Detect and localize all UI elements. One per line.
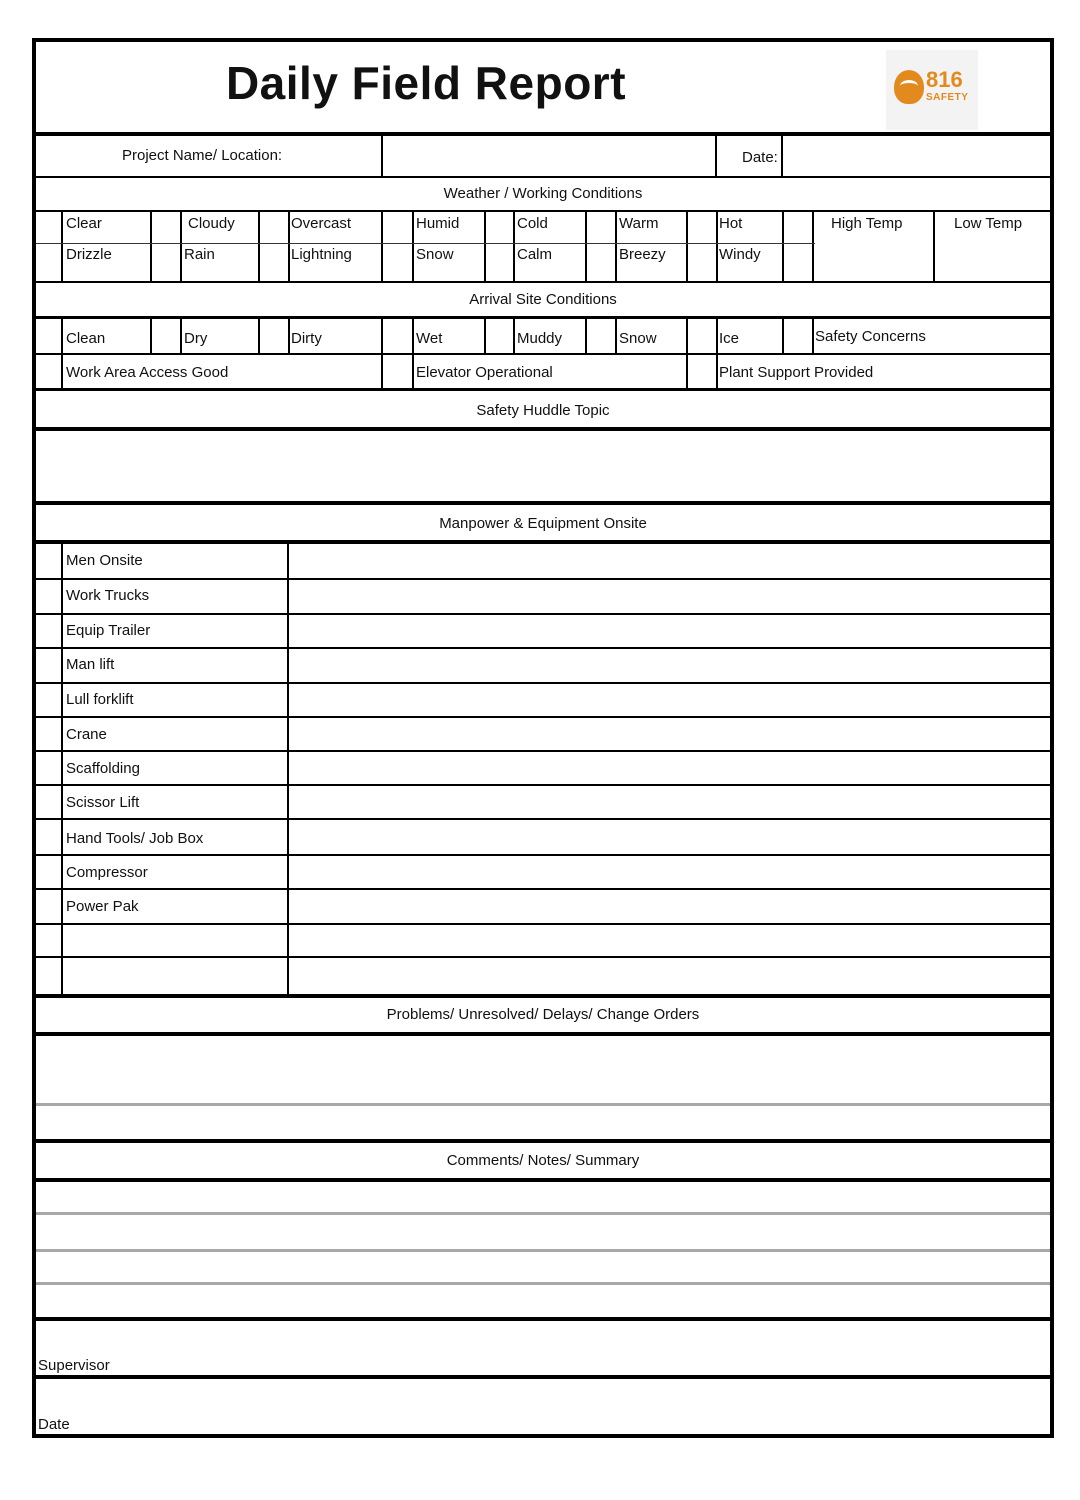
weather-option: Windy: [719, 246, 761, 263]
site-checkbox-snow[interactable]: [688, 320, 716, 352]
supervisor-label: Supervisor: [38, 1357, 110, 1374]
weather-option: Overcast: [291, 215, 352, 232]
site-condition-option: Clean: [66, 330, 106, 347]
weather-option: Breezy: [619, 246, 666, 263]
site-checkbox-clean[interactable]: [152, 320, 180, 352]
weather-option: Warm: [619, 215, 659, 232]
weather-option: Clear: [66, 215, 102, 232]
manpower-item-label: Men Onsite: [66, 552, 143, 569]
problems-field[interactable]: [36, 1036, 1050, 1140]
manpower-heading: Manpower & Equipment Onsite: [439, 515, 647, 532]
site-condition-option: Work Area Access Good: [66, 364, 229, 381]
weather-option: Calm: [517, 246, 553, 263]
company-logo: [886, 50, 978, 130]
signoff-date-field[interactable]: [86, 1379, 1050, 1434]
weather-option: Snow: [416, 246, 454, 263]
comments-heading: Comments/ Notes/ Summary: [446, 1152, 640, 1169]
site-condition-option: Dirty: [291, 330, 322, 347]
weather-option: Cold: [517, 215, 548, 232]
manpower-entry-field[interactable]: [289, 820, 1050, 854]
manpower-entry-field[interactable]: [289, 684, 1050, 716]
high-temp-label: High Temp: [831, 215, 903, 232]
weather-option: Lightning: [291, 246, 352, 263]
manpower-item-label: Equip Trailer: [66, 622, 151, 639]
weather-option: Humid: [416, 215, 460, 232]
manpower-entry-field[interactable]: [289, 958, 1050, 994]
project-name-field[interactable]: [383, 138, 715, 174]
manpower-item-label: Crane: [66, 726, 107, 743]
signoff-date-label: Date: [38, 1416, 70, 1433]
manpower-entry-field[interactable]: [289, 752, 1050, 784]
weather-option: Hot: [719, 215, 743, 232]
manpower-entry-field[interactable]: [289, 544, 1050, 578]
manpower-entry-field[interactable]: [289, 718, 1050, 750]
manpower-entry-field[interactable]: [289, 615, 1050, 647]
safety-huddle-field[interactable]: [36, 431, 1050, 501]
manpower-entry-field[interactable]: [289, 925, 1050, 956]
weather-checkbox-cloudy[interactable]: [260, 212, 288, 242]
manpower-item-label: Lull forklift: [66, 691, 134, 708]
high-temp-field[interactable]: [814, 245, 933, 281]
weather-heading: Weather / Working Conditions: [443, 185, 643, 202]
hard-hat-icon: [894, 70, 924, 104]
low-temp-field[interactable]: [935, 245, 1050, 281]
weather-checkbox-warm[interactable]: [688, 212, 716, 242]
weather-option: Drizzle: [66, 246, 112, 263]
site-checkbox-dirty[interactable]: [383, 320, 412, 352]
date-label: Date:: [742, 149, 778, 166]
site-checkbox-ice[interactable]: [784, 320, 812, 352]
manpower-item-label: Man lift: [66, 656, 115, 673]
safety-huddle-heading: Safety Huddle Topic: [476, 402, 610, 419]
site-condition-option: Plant Support Provided: [719, 364, 874, 381]
site-condition-option: Elevator Operational: [416, 364, 553, 381]
manpower-item-label: Hand Tools/ Job Box: [66, 830, 204, 847]
site-checkbox-elevator[interactable]: [688, 355, 716, 389]
manpower-item-label: Work Trucks: [66, 587, 150, 604]
manpower-item-label: Power Pak: [66, 898, 139, 915]
weather-option: Cloudy: [188, 215, 235, 232]
logo-subtitle: SAFETY: [926, 92, 969, 103]
report-sheet: [32, 38, 1054, 1438]
site-checkbox-access-good[interactable]: [383, 355, 412, 389]
site-checkbox-muddy[interactable]: [587, 320, 615, 352]
low-temp-label: Low Temp: [954, 215, 1023, 232]
manpower-item-label: Compressor: [66, 864, 148, 881]
site-condition-option: Dry: [184, 330, 208, 347]
supervisor-field[interactable]: [126, 1321, 1050, 1375]
weather-option: Rain: [184, 246, 215, 263]
arrival-heading: Arrival Site Conditions: [469, 291, 617, 308]
manpower-entry-field[interactable]: [289, 856, 1050, 888]
report-title: Daily Field Report: [225, 57, 627, 109]
site-checkbox-dry[interactable]: [260, 320, 288, 352]
weather-checkbox-hot[interactable]: [784, 212, 812, 242]
site-condition-option: Muddy: [517, 330, 563, 347]
weather-checkbox-humid[interactable]: [486, 212, 513, 242]
weather-checkbox-clear[interactable]: [152, 212, 180, 242]
logo-brand: 816: [926, 67, 963, 92]
problems-heading: Problems/ Unresolved/ Delays/ Change Orders: [386, 1006, 700, 1023]
project-name-label: Project Name/ Location:: [122, 147, 283, 164]
manpower-item-label: Scissor Lift: [66, 794, 140, 811]
safety-concerns-label: Safety Concerns: [815, 328, 926, 345]
site-checkbox-wet[interactable]: [486, 320, 513, 352]
manpower-entry-field[interactable]: [289, 649, 1050, 682]
manpower-entry-field[interactable]: [289, 580, 1050, 613]
weather-checkbox-overcast[interactable]: [383, 212, 412, 242]
manpower-item-label: Scaffolding: [66, 760, 140, 777]
manpower-entry-field[interactable]: [289, 786, 1050, 818]
site-condition-option: Ice: [719, 330, 740, 347]
manpower-entry-field[interactable]: [289, 890, 1050, 923]
site-condition-option: Wet: [416, 330, 443, 347]
site-condition-option: Snow: [619, 330, 657, 347]
date-field[interactable]: [784, 138, 1050, 174]
weather-checkbox-cold[interactable]: [587, 212, 615, 242]
